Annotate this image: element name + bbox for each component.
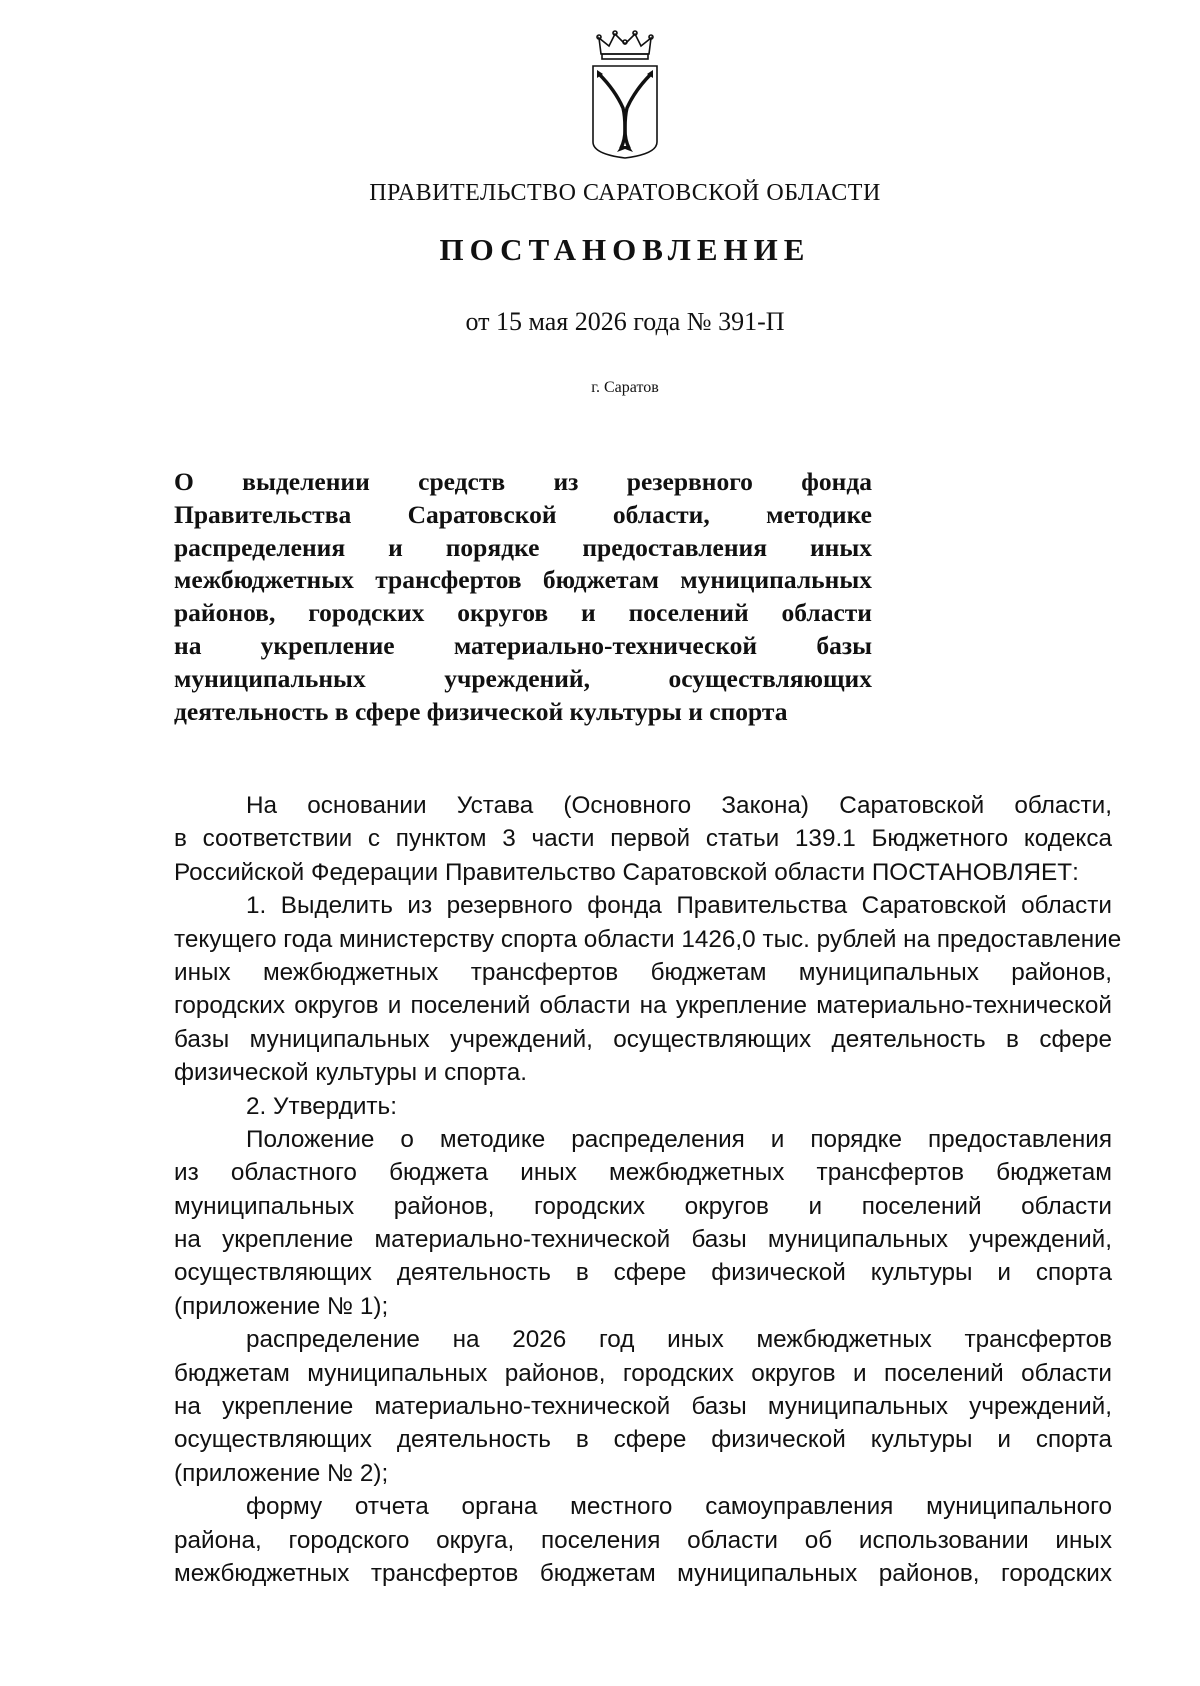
- body-line: (приложение № 2);: [174, 1459, 389, 1487]
- document-body: [174, 789, 1122, 1590]
- body-line: городских округов и поселений области на укрепление материально-технической: [174, 992, 1112, 1020]
- document-type: ПОСТАНОВЛЕНИЕ: [439, 232, 811, 267]
- document-title: [174, 466, 872, 728]
- body-line: распределение на 2026 год иных межбюджетных трансфертов: [246, 1326, 1112, 1354]
- body-line: физической культуры и спорта.: [174, 1059, 528, 1087]
- title-line: на укрепление материально-технической базы: [174, 630, 872, 660]
- body-line: осуществляющих деятельность в сфере физической культуры и спорта: [174, 1426, 1112, 1454]
- government-name: ПРАВИТЕЛЬСТВО САРАТОВСКОЙ ОБЛАСТИ: [369, 180, 881, 206]
- title-line: деятельность в сфере физической культуры и спорта: [174, 696, 788, 726]
- city: г. Саратов: [591, 379, 659, 396]
- body-line: форму отчета органа местного самоуправления муниципального: [246, 1493, 1112, 1521]
- body-line: бюджетам муниципальных районов, городских округов и поселений области: [174, 1359, 1112, 1387]
- body-line: из областного бюджета иных межбюджетных трансфертов бюджетам: [174, 1159, 1112, 1187]
- body-line: На основании Устава (Основного Закона) Саратовской области,: [246, 792, 1112, 819]
- saratov-coat-of-arms-icon: [585, 30, 665, 160]
- date-number: от 15 мая 2026 года № 391-П: [465, 307, 785, 336]
- body-line: Российской Федерации Правительство Саратовской области ПОСТАНОВЛЯЕТ:: [174, 858, 1079, 886]
- body-line: 1. Выделить из резервного фонда Правительства Саратовской области: [246, 892, 1112, 920]
- body-line: Положение о методике распределения и порядке предоставления: [246, 1125, 1112, 1153]
- body-line: (приложение № 1);: [174, 1292, 389, 1320]
- title-line: распределения и порядке предоставления иных: [174, 532, 872, 562]
- body-line: на укрепление материально-технической базы муниципальных учреждений,: [174, 1393, 1112, 1421]
- body-line: базы муниципальных учреждений, осуществляющих деятельность в сфере: [174, 1025, 1112, 1053]
- title-line: Правительства Саратовской области, методике: [174, 499, 872, 529]
- title-line: межбюджетных трансфертов бюджетам муниципальных: [174, 565, 872, 595]
- body-line: межбюджетных трансфертов бюджетам муниципальных районов, городских: [174, 1559, 1112, 1587]
- body-line: в соответствии с пунктом 3 части первой статьи 139.1 Бюджетного кодекса: [174, 825, 1112, 853]
- body-line: 2. Утвердить:: [246, 1092, 397, 1120]
- title-line: О выделении средств из резервного фонда: [174, 467, 872, 496]
- body-line: на укрепление материально-технической базы муниципальных учреждений,: [174, 1226, 1112, 1254]
- body-line: иных межбюджетных трансфертов бюджетам муниципальных районов,: [174, 958, 1112, 986]
- title-line: районов, городских округов и поселений области: [174, 598, 872, 628]
- body-line: муниципальных районов, городских округов и поселений области: [174, 1192, 1112, 1220]
- body-line: района, городского округа, поселения области об использовании иных: [174, 1526, 1112, 1554]
- title-line: муниципальных учреждений, осуществляющих: [174, 663, 872, 693]
- body-line: осуществляющих деятельность в сфере физической культуры и спорта: [174, 1259, 1112, 1287]
- body-line: текущего года министерству спорта области 1426,0 тыс. рублей на предоставление: [174, 925, 1122, 953]
